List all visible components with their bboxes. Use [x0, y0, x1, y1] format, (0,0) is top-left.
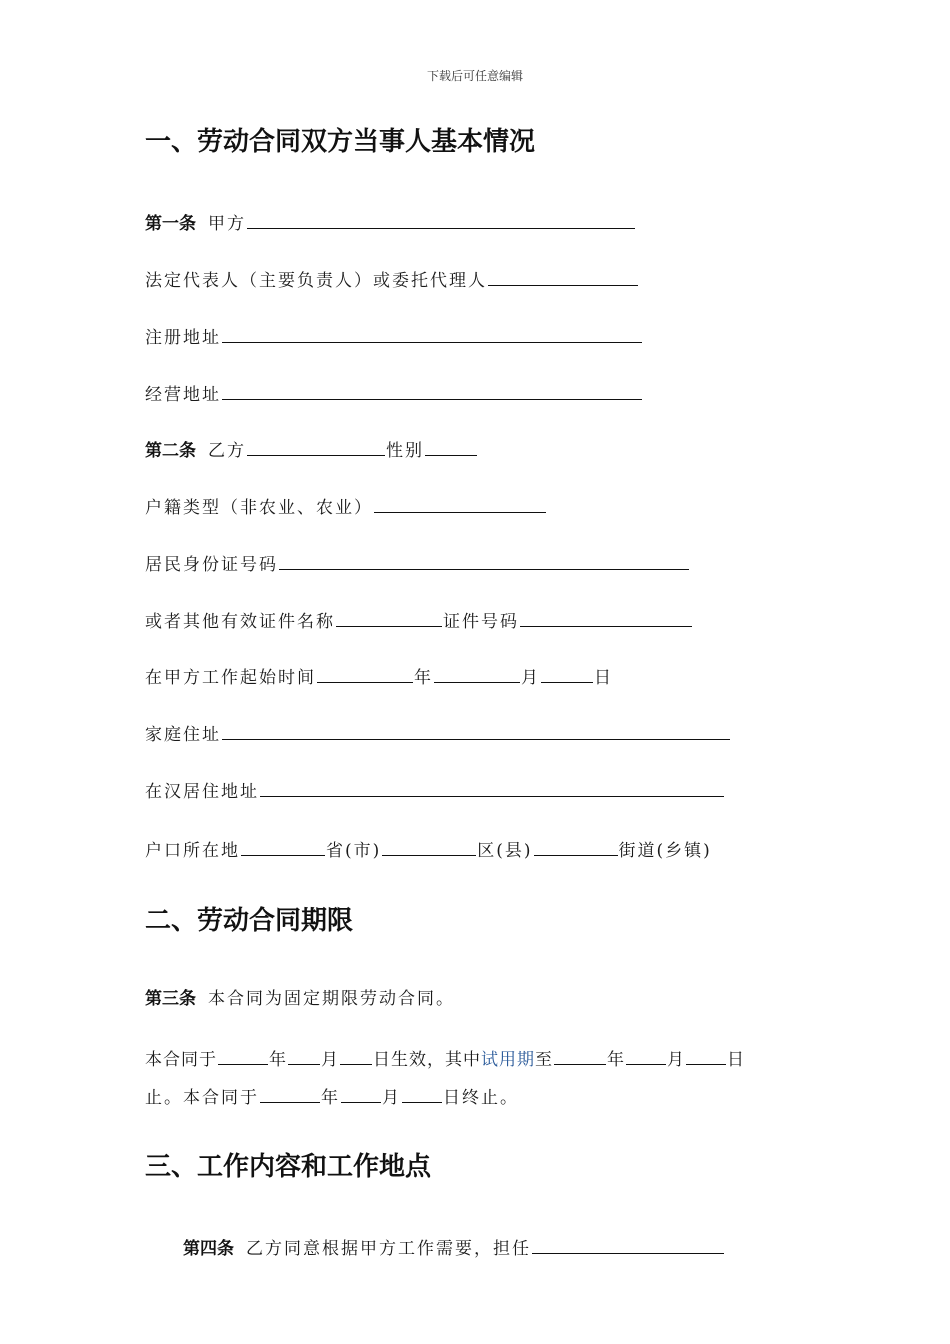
article-4-label: 第四条 [183, 1239, 234, 1259]
other-id-number-label: 证件号码 [443, 612, 519, 632]
start-year-blank[interactable] [317, 662, 413, 683]
end-year-blank[interactable] [260, 1082, 320, 1103]
start-month-label: 月 [521, 668, 540, 688]
legal-rep-line [145, 265, 639, 289]
hukou-type-line [145, 492, 547, 516]
wuhan-address-line [145, 776, 725, 800]
biz-address-line [145, 379, 643, 403]
hukou-type-blank[interactable] [374, 492, 546, 513]
hukou-type-label: 户籍类型（非农业、农业） [145, 498, 373, 518]
end-day-blank[interactable] [402, 1082, 442, 1103]
party-a-label: 甲方 [208, 214, 246, 234]
start-time-line [145, 662, 613, 686]
reg-address-blank[interactable] [222, 322, 642, 343]
hukou-place-label: 户口所在地 [145, 841, 240, 861]
article-2-party-b [145, 435, 478, 459]
province-label: 省(市) [326, 841, 382, 861]
id-number-label: 居民身份证号码 [145, 555, 278, 575]
effective-text: 日生效，其中 [373, 1050, 481, 1070]
article-3-label: 第三条 [145, 989, 196, 1009]
article-3-line [145, 987, 455, 1011]
end-year-label: 年 [321, 1088, 340, 1108]
section-title-term: 二、劳动合同期限 [145, 906, 354, 936]
hukou-place-line [145, 835, 712, 859]
wuhan-address-blank[interactable] [260, 776, 724, 797]
party-a-blank[interactable] [247, 208, 635, 229]
article-2-label: 第二条 [145, 441, 196, 461]
legal-rep-blank[interactable] [488, 265, 638, 286]
start-month-blank[interactable] [434, 662, 520, 683]
start-year-label: 年 [414, 668, 433, 688]
article-4-text: 乙方同意根据甲方工作需要，担任 [246, 1239, 531, 1259]
district-label: 区(县) [477, 841, 533, 861]
start-day-blank[interactable] [541, 662, 593, 683]
effective-month-label: 月 [321, 1050, 339, 1070]
article-1-party-a [145, 208, 636, 232]
reg-address-label: 注册地址 [145, 328, 221, 348]
end-month-label: 月 [382, 1088, 401, 1108]
probation-end-month-label: 月 [667, 1050, 685, 1070]
biz-address-label: 经营地址 [145, 385, 221, 405]
effective-year-blank[interactable] [218, 1044, 268, 1065]
wuhan-address-label: 在汉居住地址 [145, 782, 259, 802]
home-address-line [145, 719, 731, 743]
biz-address-blank[interactable] [222, 379, 642, 400]
article-1-label: 第一条 [145, 214, 196, 234]
term-line-2 [145, 1082, 519, 1106]
probation-end-month-blank[interactable] [626, 1044, 666, 1065]
other-id-line [145, 606, 693, 630]
probation-link[interactable]: 试用期 [481, 1050, 535, 1070]
other-id-name-label: 或者其他有效证件名称 [145, 612, 335, 632]
province-blank[interactable] [241, 835, 325, 856]
section-title-parties: 一、劳动合同双方当事人基本情况 [145, 127, 536, 157]
end-text: 日终止。 [443, 1088, 519, 1108]
id-number-blank[interactable] [279, 549, 689, 570]
article-3-text: 本合同为固定期限劳动合同。 [208, 989, 455, 1009]
probation-end-year-label: 年 [607, 1050, 625, 1070]
start-time-label: 在甲方工作起始时间 [145, 668, 316, 688]
effective-month-blank[interactable] [288, 1044, 320, 1065]
end-month-blank[interactable] [341, 1082, 381, 1103]
other-id-name-blank[interactable] [336, 606, 442, 627]
term-p2: 止。本合同于 [145, 1088, 259, 1108]
probation-end-year-blank[interactable] [554, 1044, 606, 1065]
gender-blank[interactable] [425, 435, 477, 456]
street-label: 街道(乡镇) [618, 841, 712, 861]
article-4-line [183, 1233, 725, 1257]
start-day-label: 日 [594, 668, 613, 688]
term-line-1 [145, 1044, 745, 1068]
section-title-work: 三、工作内容和工作地点 [145, 1152, 432, 1182]
page-header: 下载后可任意编辑 [426, 69, 523, 83]
party-b-label: 乙方 [208, 441, 246, 461]
effective-year-label: 年 [269, 1050, 287, 1070]
probation-end-day-blank[interactable] [686, 1044, 726, 1065]
street-blank[interactable] [534, 835, 618, 856]
home-address-blank[interactable] [222, 719, 730, 740]
id-number-line [145, 549, 690, 573]
reg-address-line [145, 322, 643, 346]
party-b-blank[interactable] [247, 435, 385, 456]
home-address-label: 家庭住址 [145, 725, 221, 745]
district-blank[interactable] [382, 835, 476, 856]
gender-label: 性别 [386, 441, 424, 461]
other-id-number-blank[interactable] [520, 606, 692, 627]
to-label: 至 [535, 1050, 553, 1070]
term-p1: 本合同于 [145, 1050, 217, 1070]
position-blank[interactable] [532, 1233, 724, 1254]
legal-rep-label: 法定代表人（主要负责人）或委托代理人 [145, 271, 487, 291]
effective-day-blank[interactable] [340, 1044, 372, 1065]
probation-end-day-label: 日 [727, 1050, 745, 1070]
